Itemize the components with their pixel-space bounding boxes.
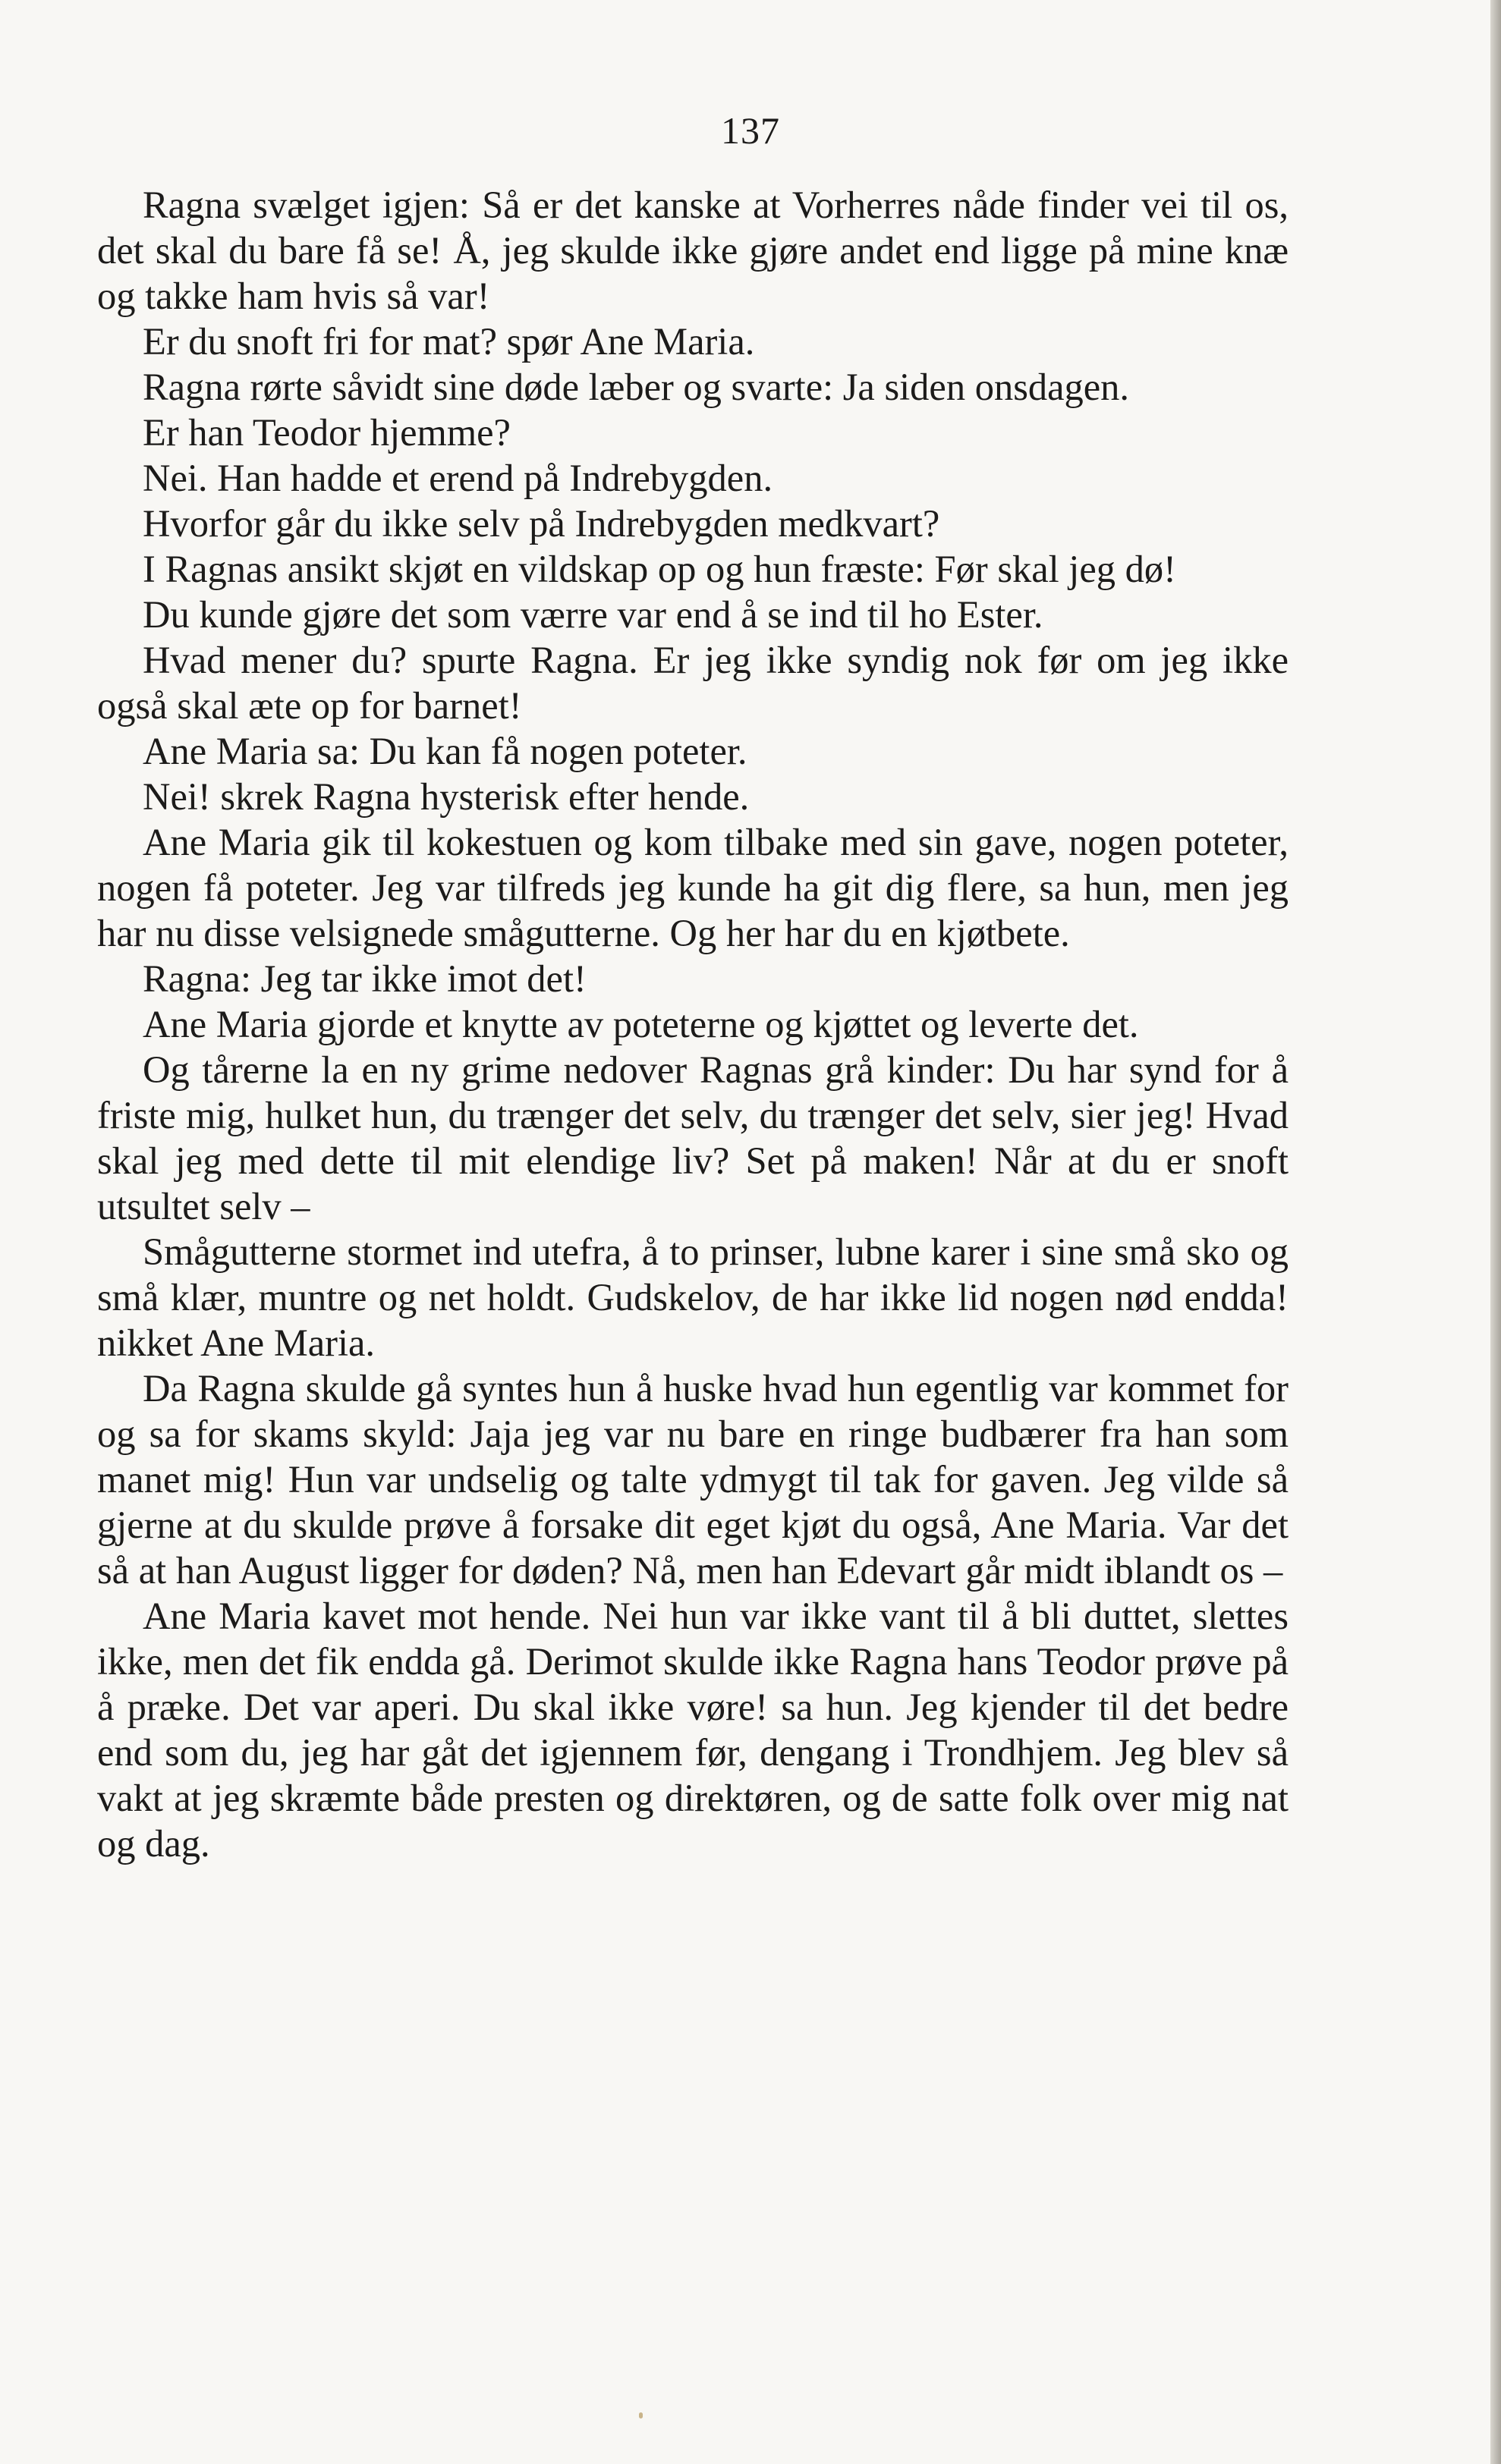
paragraph: Hvorfor går du ikke selv på Indrebygden medkvart? [143,502,940,545]
paragraph: Ane Maria gjorde et knytte av poteterne og kjøttet og leverte det. [143,1003,1139,1045]
paper-speck [639,2412,643,2418]
paragraph: Hvad mener du? spurte Ragna. Er jeg ikke syndig nok før om jeg ikke også skal æte op for barnet! [97,639,1289,727]
paragraph: Er du snoft fri for mat? spør Ane Maria. [143,320,755,363]
paragraph: Du kunde gjøre det som værre var end å se ind til ho Ester. [143,593,1043,636]
paragraph: Nei! skrek Ragna hysterisk efter hende. [143,775,750,818]
paragraph: Da Ragna skulde gå syntes hun å huske hvad hun egentlig var kommet for og sa for skams skyld: Jaja jeg var nu bare en ringe budbærer fra han som manet mig! Hun var undselig og talte ydmygt til tak for gaven. Jeg vilde så gjerne at du skulde prøve å forsake dit eget kjøt du også, Ane Maria. Var det så at han August ligger for døden? Nå, men han Edevart går midt iblandt os – [97,1367,1289,1592]
paragraph: Ragna svælget igjen: Så er det kanske at Vorherres nåde finder vei til os, det skal du bare få se! Å, jeg skulde ikke gjøre andet end ligge på mine knæ og takke ham hvis så var! [97,184,1289,317]
paragraph: Nei. Han hadde et erend på Indrebygden. [143,457,773,499]
page-number: 137 [721,109,780,152]
paragraph: Ane Maria sa: Du kan få nogen poteter. [143,730,747,772]
paragraph: Ane Maria gik til kokestuen og kom tilbake med sin gave, nogen poteter, nogen få poteter. Jeg var tilfreds jeg kunde ha git dig flere, sa hun, men jeg har nu disse velsignede smågutterne. Og her har du en kjøtbete. [97,821,1289,954]
paragraph: Er han Teodor hjemme? [143,411,511,454]
page-edge [1490,0,1501,2464]
body-text [97,182,1289,1866]
paragraph: Og tårerne la en ny grime nedover Ragnas grå kinder: Du har synd for å friste mig, hulket hun, du trænger det selv, du trænger det selv, sier jeg! Hvad skal jeg med dette til mit elendige liv? Set på maken! Når at du er snoft utsultet selv – [97,1048,1289,1227]
paragraph: Ragna rørte såvidt sine døde læber og svarte: Ja siden onsdagen. [143,366,1130,408]
paragraph: Ane Maria kavet mot hende. Nei hun var ikke vant til å bli duttet, slettes ikke, men det fik endda gå. Derimot skulde ikke Ragna hans Teodor prøve på å præke. Det var aperi. Du skal ikke vøre! sa hun. Jeg kjender til det bedre end som du, jeg har gåt det igjennem før, dengang i Trondhjem. Jeg blev så vakt at jeg skræmte både presten og direktøren, og de satte folk over mig nat og dag. [97,1595,1289,1865]
paragraph: I Ragnas ansikt skjøt en vildskap op og hun fræste: Før skal jeg dø! [143,548,1176,590]
paragraph: Ragna: Jeg tar ikke imot det! [143,957,587,1000]
paragraph: Smågutterne stormet ind utefra, å to prinser, lubne karer i sine små sko og små klær, muntre og net holdt. Gudskelov, de har ikke lid nogen nød endda! nikket Ane Maria. [97,1230,1289,1364]
